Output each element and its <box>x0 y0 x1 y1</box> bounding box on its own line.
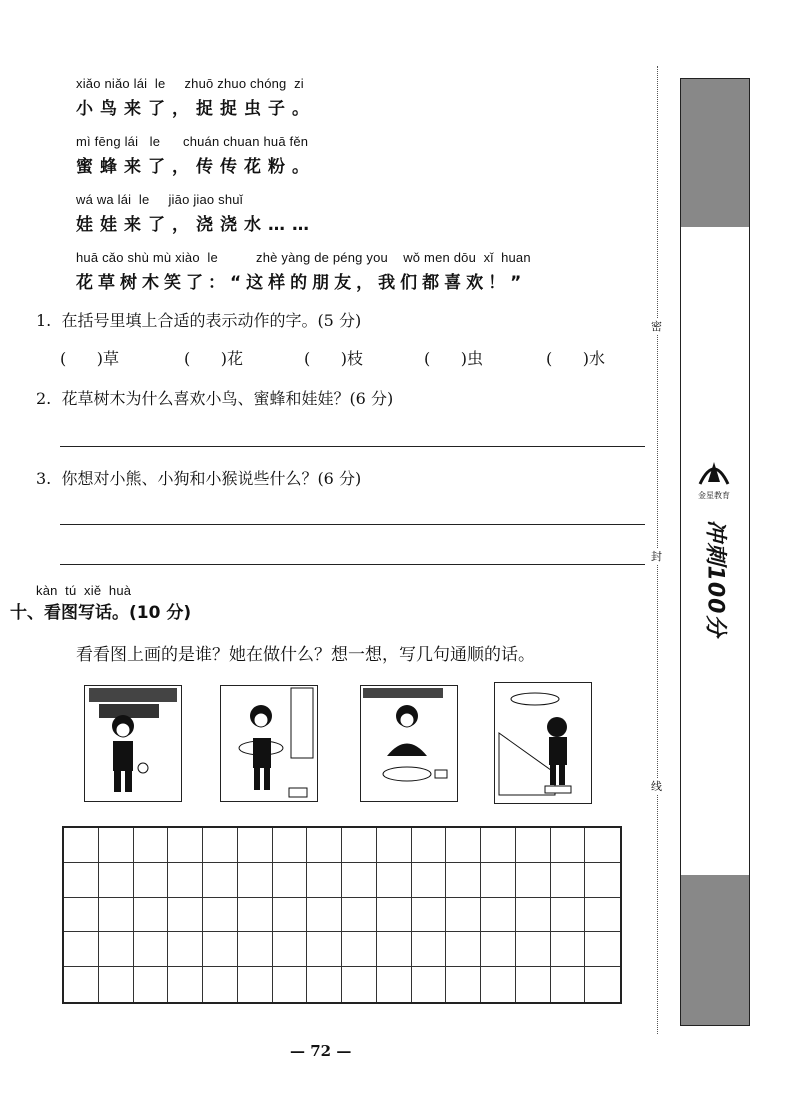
picture-girl-basin <box>220 685 318 802</box>
poem-line3: 娃娃来了，浇浇水…… <box>76 215 316 235</box>
poem-line2-pinyin: mì fēng lái le chuán chuan huā fěn <box>76 134 309 149</box>
blank-1[interactable]: ( )草 <box>60 349 120 368</box>
answer-line-q2[interactable] <box>60 446 645 447</box>
page-number: — 72 — <box>290 1042 352 1060</box>
poem-line4: 花草树木笑了：“这样的朋友，我们都喜欢！” <box>76 273 527 293</box>
poem-line1: 小鸟来了，捉捉虫子。 <box>76 99 316 119</box>
seal-mark-mi: 密 <box>651 320 662 333</box>
blank-5[interactable]: ( )水 <box>546 349 606 368</box>
blank-3[interactable]: ( )枝 <box>304 349 364 368</box>
question-3: 3. 你想对小熊、小狗和小猴说些什么？(6 分) <box>36 469 362 488</box>
poem-line3-pinyin: wá wa lái le jiāo jiao shuǐ <box>76 192 243 207</box>
section10-pinyin: kàn tú xiě huà <box>36 583 132 598</box>
question-2: 2. 花草树木为什么喜欢小鸟、蜜蜂和娃娃？(6 分) <box>36 389 394 408</box>
sidebar-shade-top <box>681 79 749 227</box>
publisher-logo-caption: 金星教育 <box>698 491 730 500</box>
answer-line-q3-2[interactable] <box>60 564 645 565</box>
seal-mark-feng: 封 <box>651 550 662 563</box>
sidebar-shade-bottom <box>681 875 749 1025</box>
brand-title <box>694 505 734 655</box>
section10-title: 十、看图写话。(10 分) <box>10 603 192 623</box>
brand-title-text: 冲刺100分 <box>702 519 728 638</box>
picture-girl-standing <box>84 685 182 802</box>
blank-4[interactable]: ( )虫 <box>424 349 484 368</box>
writing-grid[interactable] <box>62 826 622 1004</box>
picture-girl-washing <box>360 685 458 802</box>
poem-line1-pinyin: xiǎo niǎo lái le zhuō zhuo chóng zi <box>76 76 304 91</box>
poem-line4-pinyin: huā cǎo shù mù xiào le zhè yàng de péng you wǒ men dōu xǐ huan <box>76 250 531 265</box>
publisher-logo <box>694 452 734 502</box>
question-1: 1. 在括号里填上合适的表示动作的字。(5 分) <box>36 311 362 330</box>
poem-line2: 蜜蜂来了，传传花粉。 <box>76 157 316 177</box>
answer-line-q3-1[interactable] <box>60 524 645 525</box>
section10-instruction: 看看图上画的是谁？她在做什么？想一想，写几句通顺的话。 <box>76 645 535 665</box>
seal-mark-xian: 线 <box>651 780 662 793</box>
picture-girl-cleaning-lamp <box>494 682 592 804</box>
blank-2[interactable]: ( )花 <box>184 349 244 368</box>
